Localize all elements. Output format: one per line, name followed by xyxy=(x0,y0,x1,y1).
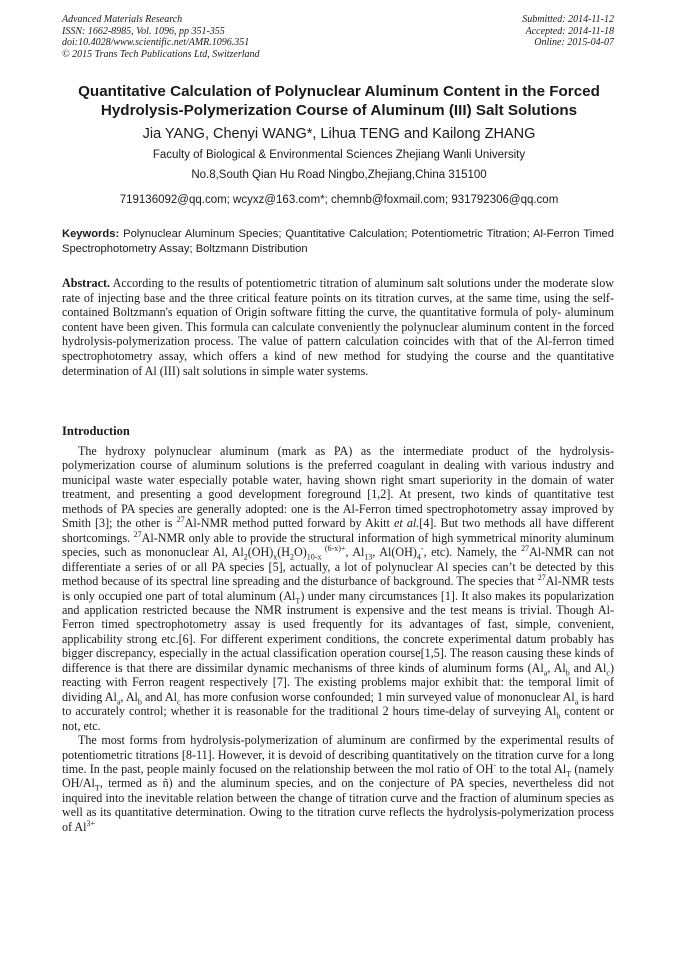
isotope-superscript: 27 xyxy=(537,573,546,583)
p1-text: The hydroxy polynuclear aluminum (mark as PA) as the intermediate product of the hydrolysis-polymerization course of aluminum solutions is the preferred coagulant in dealing with various industry and municipal waste water especially potable water, having shown right smart superiority in the domain of water treatment, and presenting a good development foreground [1,2]. At present, two kinds of quantitative test methods of PA species are generally adopted: one is the Al-Ferron timed spectrophotometry assay improved by Smith [3]; the other is xyxy=(62,444,614,531)
et-al: et al. xyxy=(394,516,420,531)
charge-superscript: - xyxy=(493,760,497,770)
subscript: T xyxy=(566,769,572,779)
affiliation-address: No.8,South Qian Hu Road Ningbo,Zhejiang,China 315100 xyxy=(191,169,487,181)
p1-text: content or not, etc. xyxy=(62,704,615,733)
abstract-block xyxy=(62,276,614,378)
subscript: a xyxy=(574,697,579,707)
subscript: a xyxy=(116,697,121,707)
journal-name: Advanced Materials Research xyxy=(62,14,183,25)
author-list: Jia YANG, Chenyi WANG*, Lihua TENG and Kailong ZHANG xyxy=(142,126,536,142)
p1-text: ) under many circumstances [1]. It also makes its popularization and application restricted because the NMR instrument is expensive and the test means is trivial. Though Al-Ferron timed spectrophotometry assay is used frequently for its advantages of fast, simple, convenient, applicability strong etc.[6]. For different experiment conditions, the concrete experimental datum probably has bigger discrepancy, especially in the actual classification operation course[1,5]. The reason causing these kinds of difference is that there are dissimilar dynamic mechanisms of three kinds of aluminum forms (Al xyxy=(62,588,615,675)
p1-text: , Al xyxy=(547,660,566,675)
p1-text: O) xyxy=(294,545,307,560)
p1-text: Al-NMR only able to provide the structural information of high symmetrical minority aluminum species, such as mononuclear Al, Al xyxy=(62,530,614,560)
p1-text: Al-NMR method putted forward by Akitt xyxy=(184,516,395,531)
charge-superscript: 3+ xyxy=(86,818,96,828)
keywords-text: Polynuclear Aluminum Species; Quantitative Calculation; Potentiometric Titration; Al-Ferron Timed Spectrophotometry Assay; Boltzmann Distribution xyxy=(62,228,614,255)
abstract-text: According to the results of potentiometric titration of aluminum salt solutions under the moderate slow rate of injecting base and the three critical feature points on its titration curves, at the same time, using the self-contained Boltzmann's equation of Origin software fitting the curve, the quantitative formula of poly- aluminum content have been given. This formula can calculate conveniently the polynuclear aluminum content in the forced hydrolysis-polymerization process. The value of pattern calculation coincides with that of the Al-ferron timed spectrophotometry assay, which offers a kind of new method for studying the course and the quantitative determination of Al (III) salt solutions in simple water systems. xyxy=(62,276,615,378)
p2-text: (namely OH/Al xyxy=(62,761,614,791)
accepted-date: Accepted: 2014-11-18 xyxy=(525,25,614,37)
subscript: 4 xyxy=(416,552,421,562)
introduction-body xyxy=(62,444,614,834)
p1-text: has more confusion worse confounded; 1 min surveyed value of mononuclear Al xyxy=(180,689,575,704)
p1-text: and Al xyxy=(141,689,177,704)
p2-text: to the total Al xyxy=(496,761,567,776)
subscript: 10-x xyxy=(306,552,322,562)
online-date: Online: 2015-04-07 xyxy=(534,37,614,48)
p1-text: (OH) xyxy=(247,545,274,560)
journal-header-left xyxy=(62,14,260,60)
charge-superscript: - xyxy=(420,544,424,554)
p1-text: , Al xyxy=(120,689,138,704)
subscript: x xyxy=(273,552,278,562)
section-heading-introduction: Introduction xyxy=(62,424,130,438)
p1-text: , Al xyxy=(345,545,365,560)
paper-title: Quantitative Calculation of Polynuclear Aluminum Content in the Forced Hydrolysis-Polymerization Course of Aluminum (III) Salt Solutions xyxy=(78,83,600,119)
subscript: a xyxy=(543,668,548,678)
p1-text: ) reacting with Ferron reagent respectively [7]. The existing problems major exhibit that: the temporal limit of dividing Al xyxy=(62,660,614,704)
p1-text: [4]. But two methods all have different shortcomings. xyxy=(62,516,615,545)
charge-superscript: (6-x)+ xyxy=(321,544,346,554)
submitted-date: Submitted: 2014-11-12 xyxy=(522,14,614,25)
doi-line: doi:10.4028/www.scientific.net/AMR.1096.351 xyxy=(62,37,250,48)
subscript: 2 xyxy=(290,552,295,562)
isotope-superscript: 27 xyxy=(176,515,185,525)
author-emails: 719136092@qq.com; wcyxz@163.com*; chemnb@foxmail.com; 931792306@qq.com xyxy=(119,194,559,206)
intro-paragraph-2 xyxy=(62,733,614,834)
copyright-line: © 2015 Trans Tech Publications Ltd, Switzerland xyxy=(62,48,260,60)
p1-text: (H xyxy=(277,545,291,560)
p1-text: , etc). Namely, the xyxy=(423,545,522,560)
isotope-superscript: 27 xyxy=(133,529,142,539)
subscript: b xyxy=(556,711,561,721)
p1-text: and Al xyxy=(569,660,607,675)
isotope-superscript: 27 xyxy=(521,544,530,554)
issn-line: ISSN: 1662-8985, Vol. 1096, pp 351-355 xyxy=(62,25,225,37)
abstract-label: Abstract. xyxy=(62,276,111,290)
p1-text: Al-NMR can not differentiate a series of or all PA species [5], actually, a lot of polynuclear Al species can’t be detected by this method because of its spectral line spreading and the disturbance of background. The species that xyxy=(62,545,614,589)
p1-text: Al-NMR tests is only occupied one part of total aluminum (Al xyxy=(62,574,615,603)
subscript: T xyxy=(94,783,100,793)
journal-header-right xyxy=(522,14,614,49)
p1-text: is hard to accurately control; whether it is reasonable for the traditional 2 hours time-delay of surveying Al xyxy=(62,689,615,719)
keywords-label: Keywords: xyxy=(62,228,120,240)
p1-text: , Al(OH) xyxy=(372,545,417,560)
affiliation-faculty: Faculty of Biological & Environmental Sciences Zhejiang Wanli University xyxy=(152,149,526,161)
p2-text: The most forms from hydrolysis-polymerization of aluminum are confirmed by the experimental results of potentiometric titrations [8-11]. However, it is devoid of describing quantitatively on the titration curve for a long time. In the past, people mainly focused on the relationship between the mol ratio of OH xyxy=(62,733,614,776)
subscript: c xyxy=(606,668,610,678)
subscript: b xyxy=(565,668,570,678)
subscript: c xyxy=(176,697,181,707)
subscript: b xyxy=(137,697,142,707)
subscript: T xyxy=(295,595,301,605)
subscript: 2 xyxy=(243,552,248,562)
p2-text: , termed as ñ) and the aluminum species, and on the conjecture of PA species, nevertheless did not inquired into the inevitable relation between the change of titration curve and the fraction of aluminum species as well as its quantitative determination. Owing to the titration curve reflects the hydrolysis-polymerization process of Al xyxy=(62,776,614,834)
keywords-block xyxy=(62,227,614,256)
intro-paragraph-1 xyxy=(62,444,614,733)
subscript: 13 xyxy=(364,552,373,562)
